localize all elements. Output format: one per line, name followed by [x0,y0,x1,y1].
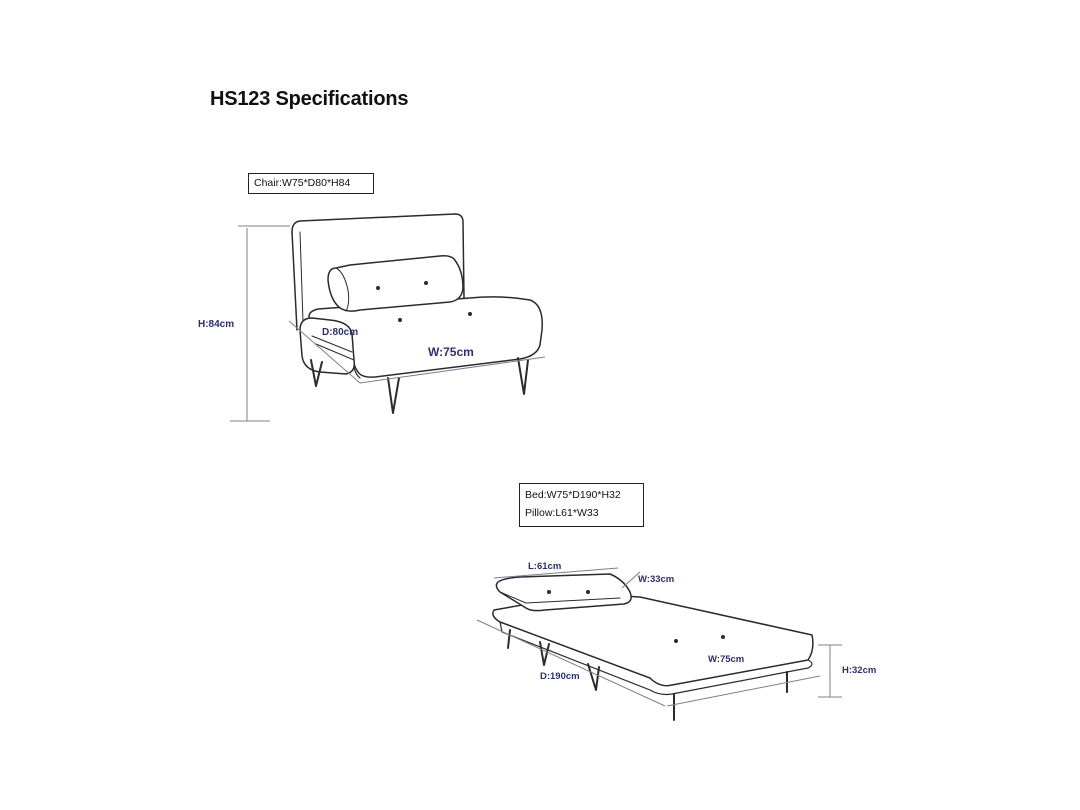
chair-height-label: H:84cm [198,319,235,330]
bed-width-label: W:75cm [708,654,745,665]
chair-depth-label: D:80cm [322,327,359,338]
bed-spec-text: Bed:W75*D190*H32 [525,489,621,501]
bed-leg-1 [508,630,510,648]
chair-leg-right [518,358,528,394]
bed-pillow [496,574,631,611]
page-title: HS123 Specifications [210,88,409,110]
chair-illustration [292,214,542,413]
bed-illustration [493,574,813,720]
bed-height-label: H:32cm [842,665,877,676]
pillow-width-label: W:33cm [638,574,675,585]
chair-leg-front [388,378,399,413]
pillow-spec-text: Pillow:L61*W33 [525,507,599,519]
chair-width-label: W:75cm [428,345,474,359]
pillow-length-label: L:61cm [528,561,562,572]
bed-leg-2 [540,642,549,665]
bed-depth-label: D:190cm [540,671,580,682]
chair-spec-text: Chair:W75*D80*H84 [254,177,351,189]
